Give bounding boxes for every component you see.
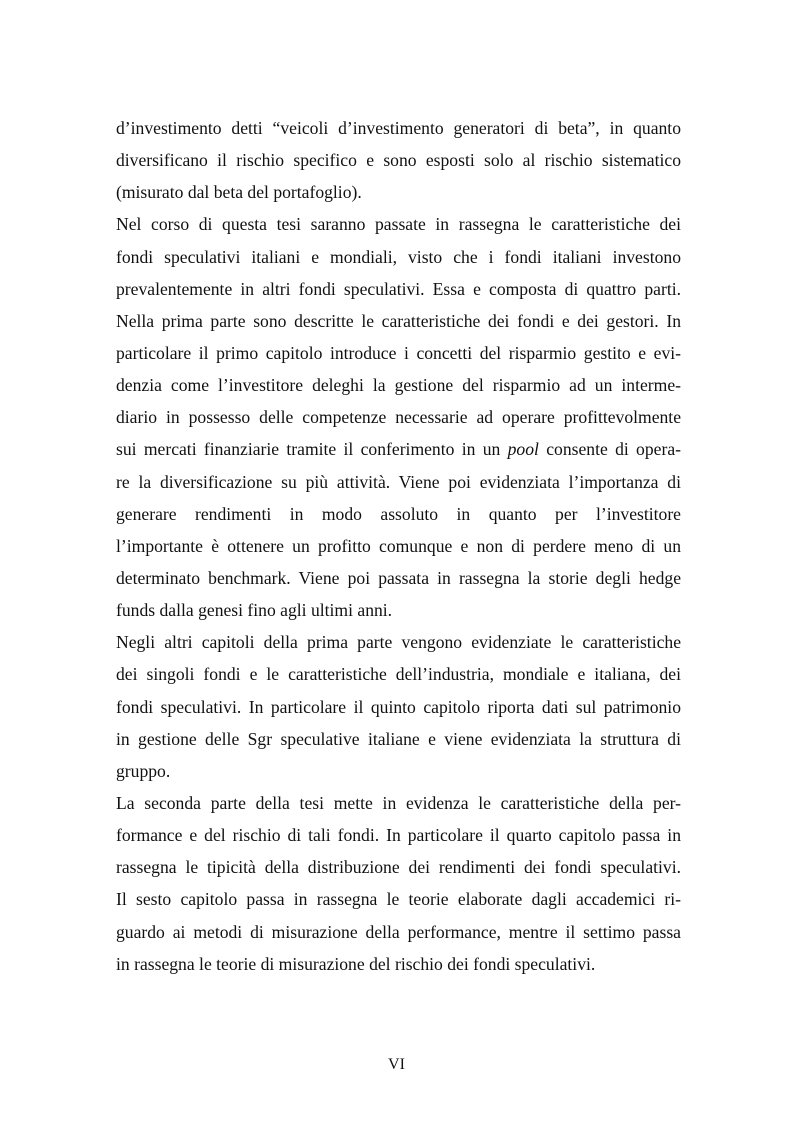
text-run: determinato benchmark. Viene poi passata in rassegna la storie degli hedge [116, 567, 681, 588]
text-run: La seconda parte della tesi mette in evidenza le caratteristiche della per- [116, 792, 681, 813]
text-run: rassegna le tipicità della distribuzione dei rendimenti dei fondi speculativi. [116, 857, 681, 878]
text-line [116, 530, 681, 562]
paragraph [116, 112, 681, 208]
text-line [116, 916, 681, 948]
paragraph [116, 787, 681, 980]
text-run: particolare il primo capitolo introduce i concetti del risparmio gestito e evi- [116, 342, 681, 363]
text-line [116, 144, 681, 176]
text-run: l’importante è ottenere un profitto comunque e non di perdere meno di un [116, 535, 681, 556]
text-run: in rassegna le teorie di misurazione del rischio dei fondi speculativi. [116, 953, 596, 974]
text-line [116, 369, 681, 401]
text-run: (misurato dal beta del portafoglio). [116, 182, 362, 203]
body-text [116, 112, 681, 980]
text-run: dei singoli fondi e le caratteristiche dell’industria, mondiale e italiana, dei [116, 664, 681, 685]
text-run: diversificano il rischio specifico e sono esposti solo al rischio sistematico [116, 150, 681, 171]
text-line [116, 498, 681, 530]
text-line [116, 433, 681, 465]
text-run: in gestione delle Sgr speculative italiane e viene evidenziata la struttura di [116, 728, 681, 749]
text-line [116, 594, 681, 626]
paragraph [116, 626, 681, 787]
text-run: Negli altri capitoli della prima parte vengono evidenziate le caratteristiche [116, 632, 681, 653]
text-line [116, 562, 681, 594]
text-line [116, 787, 681, 819]
text-run: denzia come l’investitore deleghi la gestione del risparmio ad un interme- [116, 375, 681, 396]
text-line [116, 208, 681, 240]
text-run: Nella prima parte sono descritte le caratteristiche dei fondi e dei gestori. In [116, 310, 681, 331]
text-line [116, 466, 681, 498]
text-line [116, 176, 681, 208]
text-line [116, 626, 681, 658]
text-run: diario in possesso delle competenze necessarie ad operare profittevolmente [116, 407, 681, 428]
text-line [116, 948, 681, 980]
page-number: VI [388, 1056, 405, 1073]
text-run: Il sesto capitolo passa in rassegna le teorie elaborate dagli accademici ri- [116, 889, 681, 910]
text-line [116, 401, 681, 433]
text-line [116, 337, 681, 369]
emphasized-term: pool [507, 439, 539, 460]
text-run: prevalentemente in altri fondi speculativi. Essa e composta di quattro parti. [116, 278, 681, 299]
text-line [116, 305, 681, 337]
text-line [116, 241, 681, 273]
text-line [116, 851, 681, 883]
text-run: d’investimento detti “veicoli d’investimento generatori di beta”, in quanto [116, 118, 681, 138]
text-run: generare rendimenti in modo assoluto in quanto per l’investitore [116, 503, 681, 524]
text-run: funds dalla genesi fino agli ultimi anni. [116, 600, 393, 621]
text-line [116, 112, 681, 144]
text-run: guardo ai metodi di misurazione della performance, mentre il settimo passa [116, 921, 681, 942]
text-line [116, 723, 681, 755]
text-run: sui mercati finanziarie tramite il conferimento in un [116, 439, 508, 460]
text-run: Nel corso di questa tesi saranno passate in rassegna le caratteristiche dei [116, 214, 681, 235]
text-run: consente di opera- [538, 439, 681, 460]
text-run: fondi speculativi italiani e mondiali, visto che i fondi italiani investono [116, 246, 681, 267]
text-line [116, 658, 681, 690]
paragraph [116, 208, 681, 626]
text-run: fondi speculativi. In particolare il quinto capitolo riporta dati sul patrimonio [116, 696, 681, 717]
text-line [116, 691, 681, 723]
text-run: re la diversificazione su più attività. Viene poi evidenziata l’importanza di [116, 471, 681, 492]
text-line [116, 755, 681, 787]
text-run: formance e del rischio di tali fondi. In particolare il quarto capitolo passa in [116, 825, 681, 846]
text-line [116, 883, 681, 915]
text-run: gruppo. [116, 760, 171, 781]
text-line [116, 273, 681, 305]
text-line [116, 819, 681, 851]
